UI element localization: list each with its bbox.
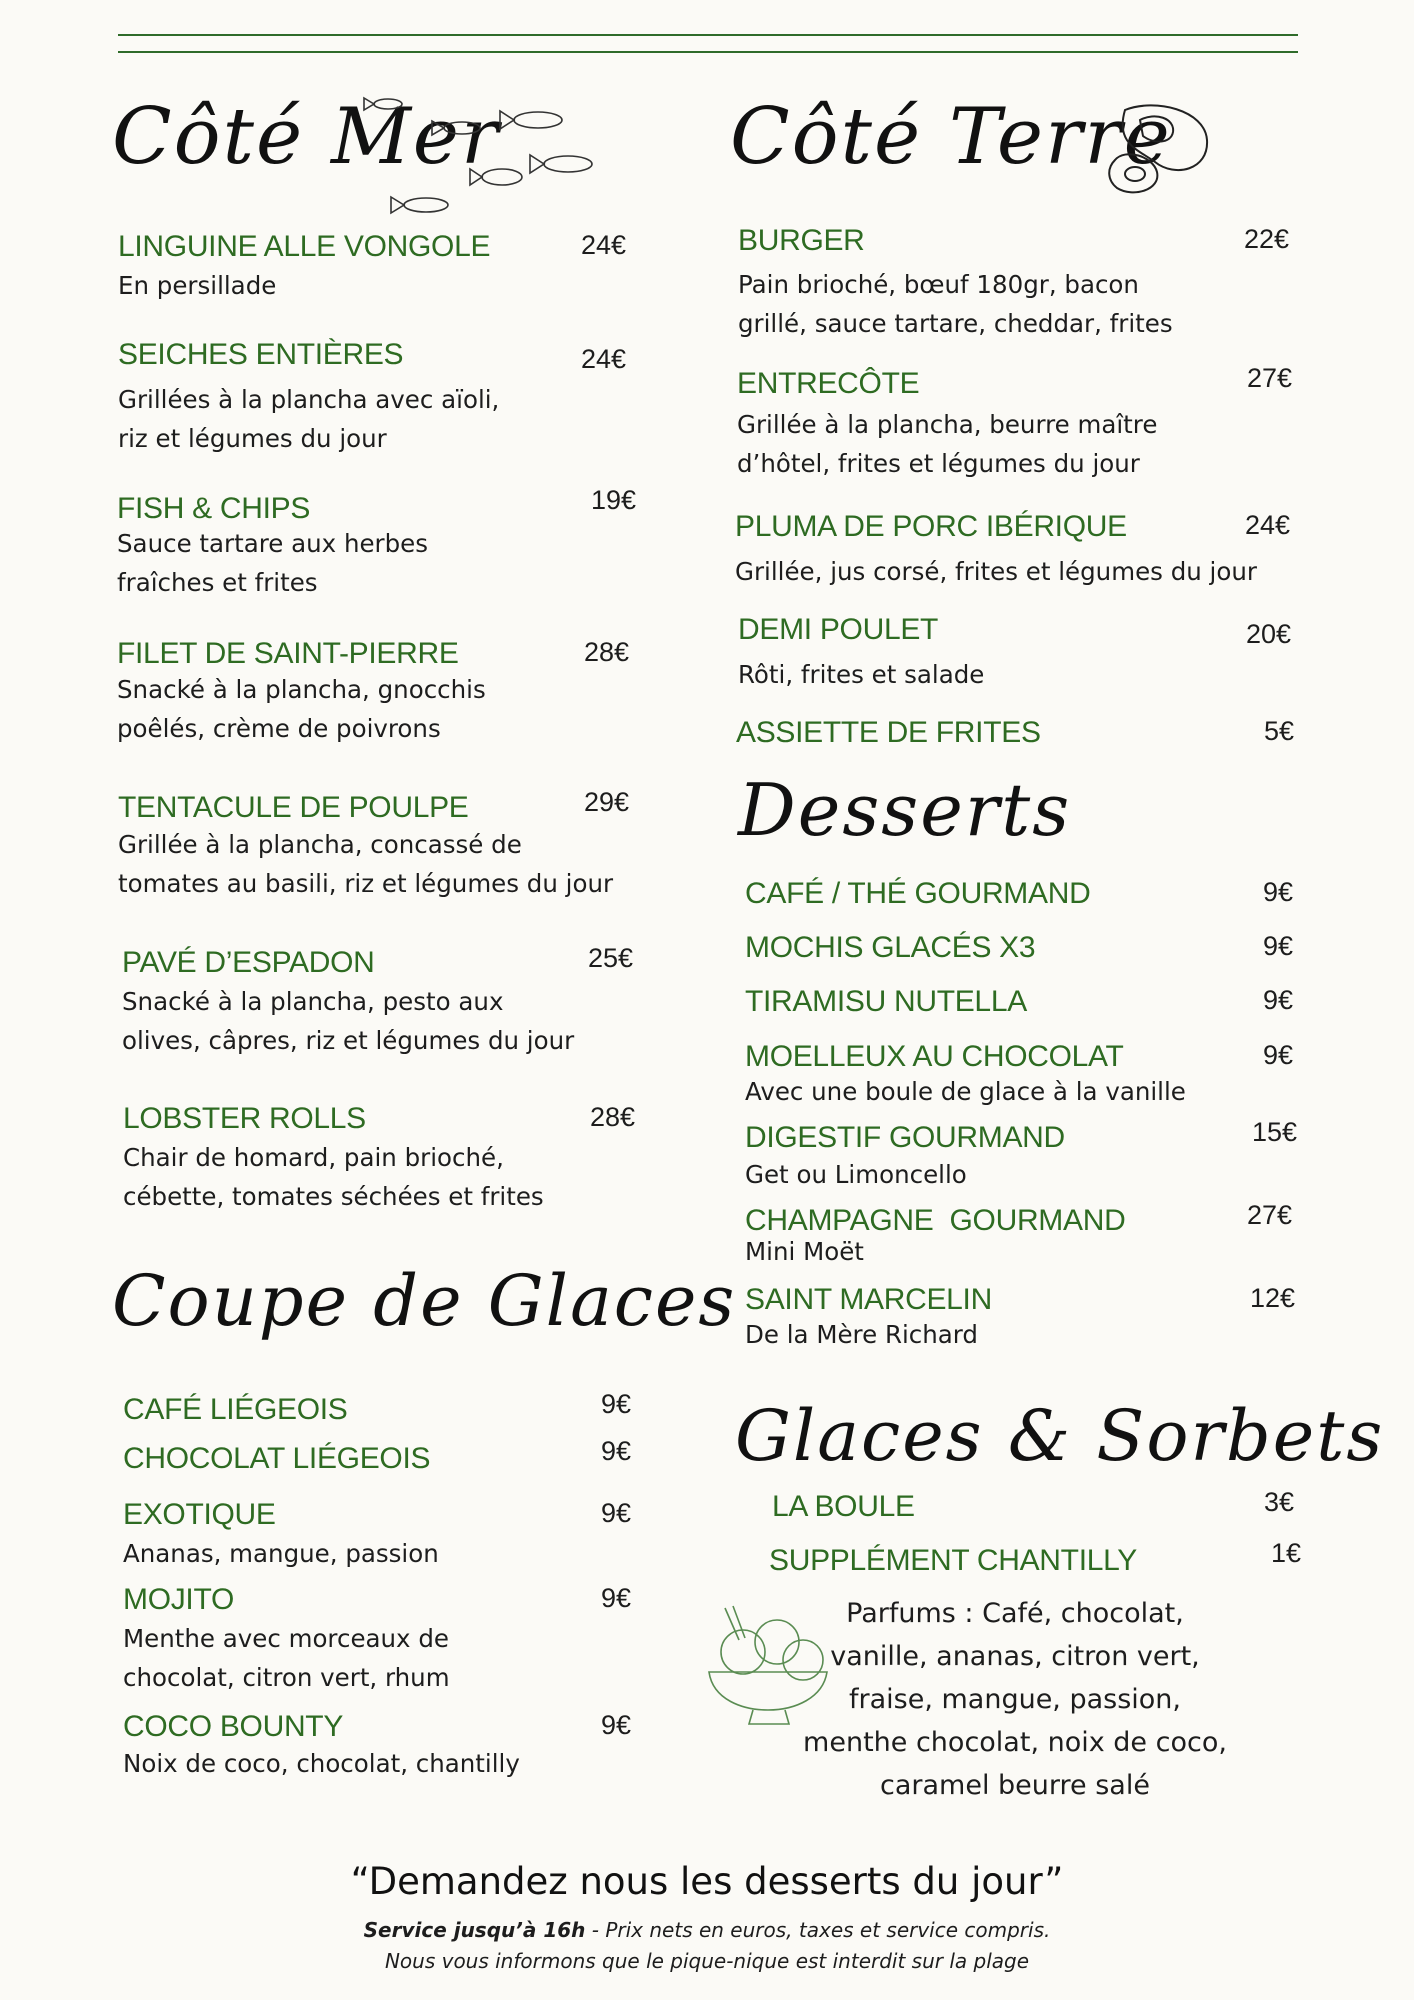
- item-price: 12€: [1250, 1283, 1296, 1313]
- item-desc: tomates au basili, riz et légumes du jour: [118, 869, 614, 898]
- item-desc: Grillée, jus corsé, frites et légumes du jour: [735, 557, 1257, 586]
- item-desc: Grillées à la plancha avec aïoli,: [118, 385, 500, 414]
- top-rule-2: [118, 51, 1298, 53]
- item-desc: En persillade: [118, 271, 277, 300]
- item-name: CAFÉ / THÉ GOURMAND: [745, 877, 1091, 910]
- item-price: 24€: [581, 344, 627, 374]
- item-name: ASSIETTE DE FRITES: [736, 716, 1041, 749]
- item-name: ENTRECÔTE: [737, 367, 920, 400]
- item-name: MOELLEUX AU CHOCOLAT: [745, 1040, 1124, 1073]
- item-desc: De la Mère Richard: [745, 1320, 978, 1349]
- item-desc: Ananas, mangue, passion: [123, 1539, 439, 1568]
- item-price: 19€: [591, 485, 637, 515]
- item-price: 9€: [601, 1389, 632, 1419]
- section-title-cote-mer: Côté Mer: [112, 92, 501, 182]
- item-name: FISH & CHIPS: [117, 492, 311, 525]
- item-name: PAVÉ D’ESPADON: [122, 946, 375, 979]
- item-desc: olives, câpres, riz et légumes du jour: [122, 1026, 575, 1055]
- item-price: 9€: [601, 1583, 632, 1613]
- parfums-line: caramel beurre salé: [880, 1770, 1150, 1801]
- steak-icon: [1105, 100, 1215, 200]
- item-name: CAFÉ LIÉGEOIS: [123, 1393, 348, 1426]
- item-name: FILET DE SAINT-PIERRE: [117, 637, 459, 670]
- item-desc: poêlés, crème de poivrons: [117, 714, 441, 743]
- footer-line-1: [0, 1918, 1414, 1942]
- item-price: 9€: [1263, 1040, 1294, 1070]
- item-price: 29€: [584, 787, 630, 817]
- item-desc: Mini Moët: [745, 1237, 864, 1266]
- item-name: LINGUINE ALLE VONGOLE: [118, 230, 491, 263]
- item-desc: d’hôtel, frites et légumes du jour: [737, 449, 1140, 478]
- item-price: 1€: [1271, 1538, 1302, 1568]
- item-price: 9€: [601, 1498, 632, 1528]
- item-name: MOCHIS GLACÉS X3: [745, 931, 1036, 964]
- item-name: SUPPLÉMENT CHANTILLY: [769, 1544, 1137, 1577]
- item-price: 24€: [581, 230, 627, 260]
- item-price: 27€: [1247, 1200, 1293, 1230]
- item-name: SEICHES ENTIÈRES: [118, 338, 404, 371]
- item-desc: Sauce tartare aux herbes: [117, 529, 429, 558]
- item-price: 9€: [1263, 985, 1294, 1015]
- item-price: 28€: [584, 637, 630, 667]
- item-name: LOBSTER ROLLS: [123, 1102, 366, 1135]
- item-price: 27€: [1247, 363, 1293, 393]
- item-price: 9€: [1263, 931, 1294, 961]
- parfums-line: fraise, mangue, passion,: [848, 1684, 1181, 1715]
- item-price: 25€: [588, 943, 634, 973]
- item-desc: Menthe avec morceaux de: [123, 1624, 449, 1653]
- parfums-line: menthe chocolat, noix de coco,: [803, 1727, 1227, 1758]
- item-name: PLUMA DE PORC IBÉRIQUE: [735, 510, 1127, 543]
- item-name: SAINT MARCELIN: [745, 1283, 992, 1316]
- parfums-text: [790, 1592, 1240, 1807]
- item-name: DIGESTIF GOURMAND: [745, 1121, 1065, 1154]
- footer-line-2: Nous vous informons que le pique-nique est interdit sur la plage: [384, 1949, 1030, 1973]
- item-name: BURGER: [738, 224, 865, 257]
- fish-school-icon: [360, 92, 620, 222]
- section-title-coupe-glaces: Coupe de Glaces: [112, 1260, 737, 1342]
- item-name: TENTACULE DE POULPE: [118, 791, 469, 824]
- section-title-cote-terre: Côté Terre: [730, 92, 1172, 182]
- item-price: 15€: [1252, 1117, 1298, 1147]
- item-price: 9€: [601, 1710, 632, 1740]
- item-desc: Grillée à la plancha, beurre maître: [737, 410, 1158, 439]
- item-desc: Chair de homard, pain brioché,: [123, 1143, 504, 1172]
- item-desc: Grillée à la plancha, concassé de: [118, 830, 522, 859]
- item-price: 28€: [590, 1102, 636, 1132]
- item-desc: Rôti, frites et salade: [738, 660, 985, 689]
- item-desc: riz et légumes du jour: [118, 424, 387, 453]
- item-price: 9€: [601, 1436, 632, 1466]
- item-desc: Get ou Limoncello: [745, 1160, 967, 1189]
- section-title-glaces-sorbets: Glaces & Sorbets: [735, 1395, 1385, 1477]
- item-name: COCO BOUNTY: [123, 1710, 344, 1743]
- item-desc: chocolat, citron vert, rhum: [123, 1663, 450, 1692]
- item-name: TIRAMISU NUTELLA: [745, 985, 1027, 1018]
- quote-desserts-du-jour: “Demandez nous les desserts du jour”: [350, 1860, 1064, 1903]
- item-desc: cébette, tomates séchées et frites: [123, 1182, 544, 1211]
- item-desc: grillé, sauce tartare, cheddar, frites: [738, 309, 1173, 338]
- item-name: EXOTIQUE: [123, 1498, 276, 1531]
- item-desc: Avec une boule de glace à la vanille: [745, 1077, 1186, 1106]
- item-desc: Snacké à la plancha, gnocchis: [117, 675, 486, 704]
- item-price: 24€: [1245, 510, 1291, 540]
- top-rule-1: [118, 34, 1298, 36]
- item-desc: fraîches et frites: [117, 568, 318, 597]
- item-name: LA BOULE: [772, 1490, 915, 1523]
- item-price: 3€: [1264, 1487, 1295, 1517]
- item-name: MOJITO: [123, 1583, 234, 1616]
- item-price: 22€: [1244, 224, 1290, 254]
- item-price: 9€: [1263, 877, 1294, 907]
- item-price: 20€: [1246, 619, 1292, 649]
- footer-service-hours: Service jusqu’à 16h: [363, 1918, 586, 1942]
- item-name: CHAMPAGNE GOURMAND: [745, 1204, 1126, 1237]
- item-price: 5€: [1264, 716, 1295, 746]
- item-desc: Snacké à la plancha, pesto aux: [122, 987, 504, 1016]
- item-desc: Noix de coco, chocolat, chantilly: [123, 1749, 520, 1778]
- item-name: CHOCOLAT LIÉGEOIS: [123, 1442, 431, 1475]
- parfums-line: Parfums : Café, chocolat,: [846, 1598, 1184, 1629]
- parfums-line: vanille, ananas, citron vert,: [830, 1641, 1200, 1672]
- item-desc: Pain brioché, bœuf 180gr, bacon: [738, 270, 1139, 299]
- section-title-desserts: Desserts: [738, 768, 1072, 852]
- item-name: DEMI POULET: [738, 613, 939, 646]
- footer-prices-note: - Prix nets en euros, taxes et service compris.: [585, 1918, 1051, 1942]
